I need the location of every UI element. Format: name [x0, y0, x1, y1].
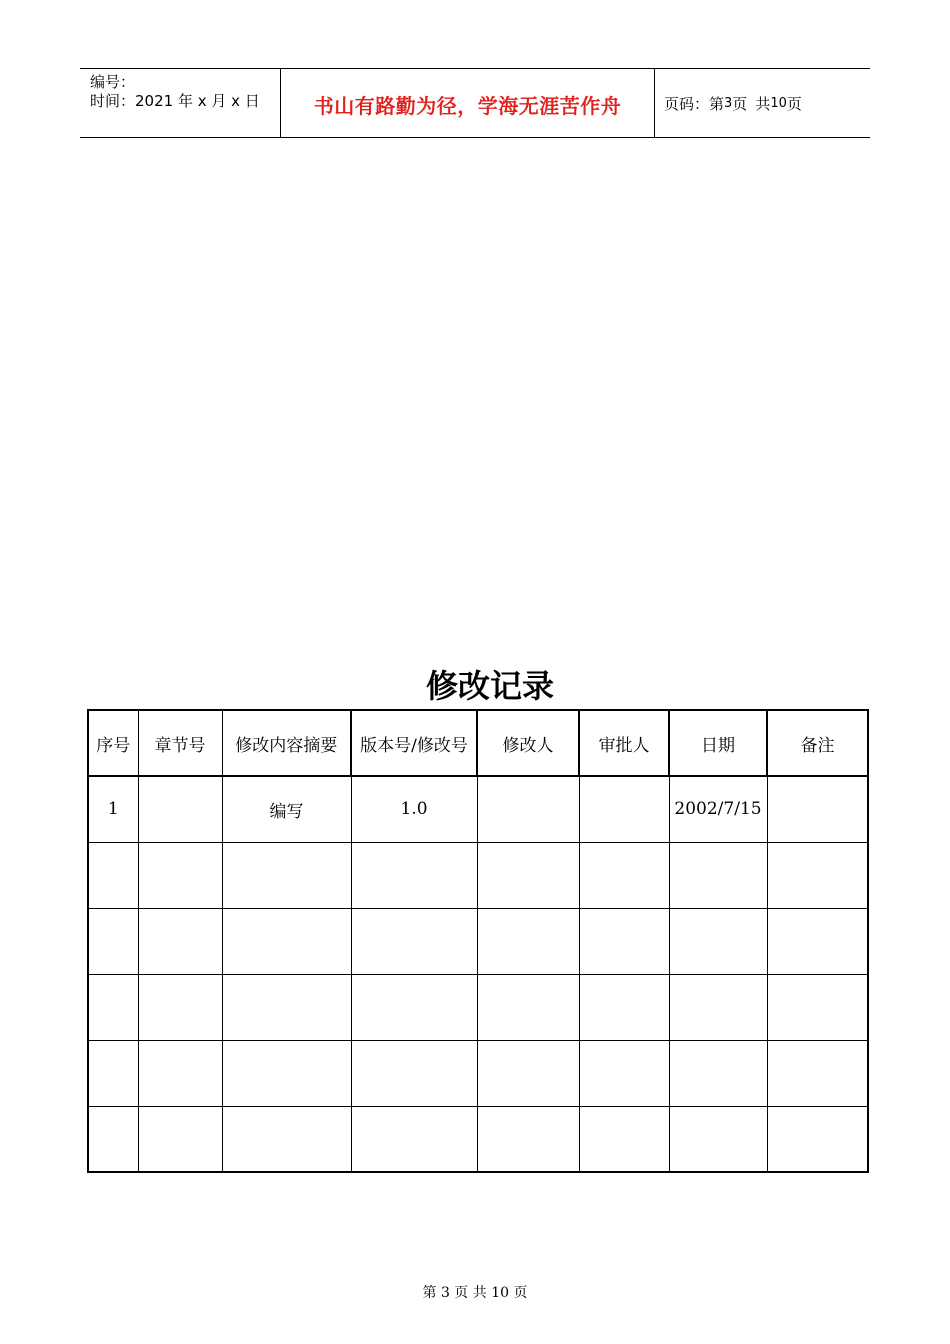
cell-summary: [222, 974, 351, 1040]
cell-chapter: [138, 974, 222, 1040]
cell-date: [669, 1040, 767, 1106]
cell-date: [669, 974, 767, 1040]
header-info: [80, 69, 281, 137]
cell-index: [88, 908, 138, 974]
cell-index: 1: [88, 776, 138, 842]
cell-modifier: [477, 1040, 579, 1106]
cell-index: [88, 974, 138, 1040]
cell-summary: 编写: [222, 776, 351, 842]
cell-approver: [579, 974, 669, 1040]
cell-version: [351, 1040, 477, 1106]
cell-remarks: [767, 776, 868, 842]
cell-modifier: [477, 974, 579, 1040]
cell-summary: [222, 1106, 351, 1172]
cell-chapter: [138, 776, 222, 842]
page-current: 3: [724, 95, 733, 111]
page-title: 修改记录: [425, 667, 554, 705]
cell-summary: [222, 1040, 351, 1106]
cell-approver: [579, 776, 669, 842]
col-header-index: 序号: [88, 710, 138, 776]
cell-summary: [222, 908, 351, 974]
cell-chapter: [138, 908, 222, 974]
col-header-modifier: 修改人: [477, 710, 579, 776]
cell-index: [88, 1106, 138, 1172]
cell-date: [669, 842, 767, 908]
cell-version: 1.0: [351, 776, 477, 842]
table-row: [88, 1040, 868, 1106]
cell-remarks: [767, 1106, 868, 1172]
table-row: [88, 908, 868, 974]
page-header: [80, 68, 870, 138]
col-header-approver: 审批人: [579, 710, 669, 776]
table-header-row: [88, 710, 868, 776]
cell-date: [669, 1106, 767, 1172]
cell-date: [669, 908, 767, 974]
revision-table: [87, 709, 869, 1173]
cell-approver: [579, 1106, 669, 1172]
cell-version: [351, 1106, 477, 1172]
motto-text: 书山有路勤为径，学海无涯苦作舟: [313, 93, 622, 118]
cell-approver: [579, 908, 669, 974]
cell-approver: [579, 1040, 669, 1106]
cell-modifier: [477, 842, 579, 908]
cell-version: [351, 842, 477, 908]
table-row: [88, 974, 868, 1040]
col-header-summary: 修改内容摘要: [222, 710, 351, 776]
col-header-remarks: 备注: [767, 710, 868, 776]
cell-index: [88, 1040, 138, 1106]
table-row: [88, 842, 868, 908]
cell-chapter: [138, 1106, 222, 1172]
time-label: 时间：2021 年 x 月 x 日: [90, 92, 260, 110]
page-footer: 第 3 页 共 10 页: [422, 1285, 528, 1301]
header-motto-cell: [281, 69, 655, 137]
col-header-date: 日期: [669, 710, 767, 776]
page-total-label: 共: [755, 94, 771, 113]
cell-remarks: [767, 974, 868, 1040]
cell-date: 2002/7/15: [669, 776, 767, 842]
page-total: 10: [770, 95, 787, 111]
col-header-version: 版本号/修改号: [351, 710, 477, 776]
header-page-info: [655, 69, 870, 137]
page-mid: 页: [732, 94, 748, 113]
cell-modifier: [477, 908, 579, 974]
cell-approver: [579, 842, 669, 908]
cell-remarks: [767, 1040, 868, 1106]
col-header-chapter: 章节号: [138, 710, 222, 776]
table-row: [88, 1106, 868, 1172]
cell-remarks: [767, 842, 868, 908]
cell-index: [88, 842, 138, 908]
cell-version: [351, 974, 477, 1040]
page-end: 页: [786, 94, 802, 113]
cell-remarks: [767, 908, 868, 974]
cell-modifier: [477, 776, 579, 842]
cell-chapter: [138, 1040, 222, 1106]
table-row: [88, 776, 868, 842]
page-label: 页码：第: [664, 94, 725, 113]
cell-version: [351, 908, 477, 974]
doc-number-label: 编号：: [90, 73, 136, 91]
cell-modifier: [477, 1106, 579, 1172]
cell-summary: [222, 842, 351, 908]
cell-chapter: [138, 842, 222, 908]
